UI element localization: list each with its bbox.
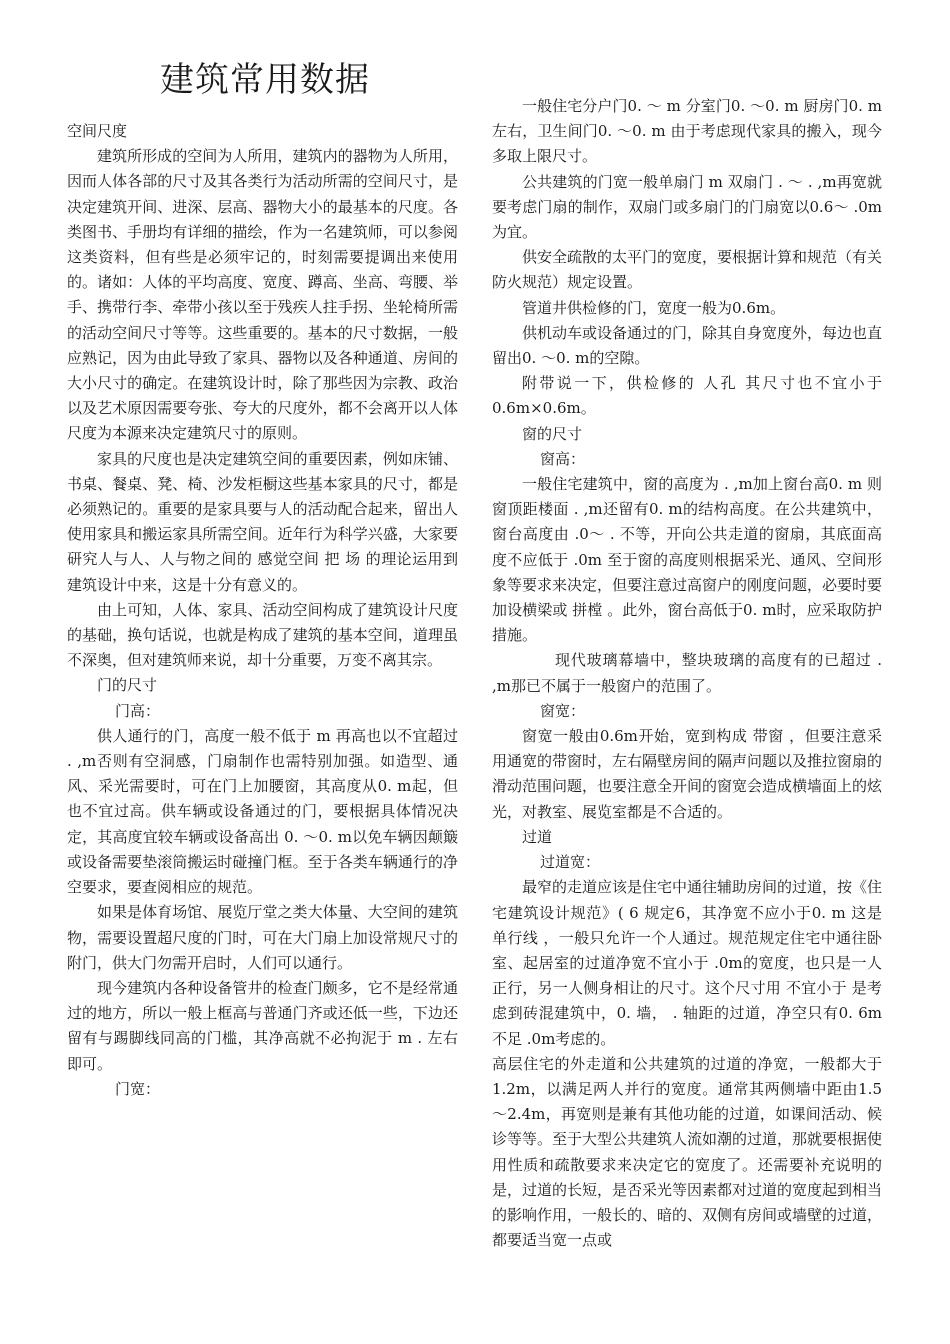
paragraph: 家具的尺度也是决定建筑空间的重要因素，例如床铺、书桌、餐桌、凳、椅、沙发柜橱这些基本家具的尺寸，都是必须熟记的。重要的是家具要与人的活动配合起来，留出人使用家具和搬运家具所需空间。近年行为科学兴盛，大家要研究人与人、人与物之间的 感觉空间 把 场 的理论运用到建筑设计中来，这是十分有意义的。 — [67, 449, 458, 594]
paragraph: 由上可知，人体、家具、活动空间构成了建筑设计尺度的基础，换句话说，也就是构成了建筑的基本空间，道理虽不深奥，但对建筑师来说，却十分重要，万变不离其宗。 — [67, 600, 458, 670]
section-heading-corridor: 过道 — [522, 827, 553, 846]
paragraph: 附带说一下，供检修的 人孔 其尺寸也不宜小于0.6m×0.6m。 — [492, 374, 882, 418]
paragraph: 高层住宅的外走道和公共建筑的过道的净宽，一般都大于1.2m，以满足两人并行的宽度。通常其两侧墙中距由1.5～2.4m，再宽则是兼有其他功能的过道，如课间活动、候诊等等。至于大型公共建筑人流如潮的过道，那就要根据使用性质和疏散要求来决定它的宽度了。还需要补充说明的是，过道的长短，是否采光等因素都对过道的宽度起到相当的影响作用，一般长的、暗的、双侧有房间或墙壁的过道，都要适当宽一点或 — [492, 1054, 883, 1250]
paragraph: 管道井供检修的门，宽度一般为0.6m。 — [522, 298, 786, 317]
paragraph: 一般住宅建筑中，窗的高度为 . ,m加上窗台高0. m 则窗顶距楼面 . ,m还留有0. m的结构高度。在公共建筑中，窗台高度由 .0～ . 不等，开向公共走道的窗扇，其底面高度不应低于 .0m 至于窗的高度则根据采光、通风、空间形象等要求来决定，但要注意过高窗户的刚度问题，必要时要加设横梁或 拼樘 。此外，窗台高低于0. m时，应采取防护措施。 — [492, 475, 883, 645]
paragraph: 最窄的走道应该是住宅中通往辅助房间的过道，按《住宅建筑设计规范》( 6 规定6，其净宽不应小于0. m 这是 单行线 ，一般只允许一个人通过。规范规定住宅中通往卧室、起居室的过道净宽不宜小于 .0m的宽度，也只是一人正行，另一人侧身相让的尺寸。这个尺寸用 不宜小于 是考虑到砖混建筑中，0. 墙， . 轴距的过道，净空只有0. 6m 不足 .0m考虑的。 — [492, 878, 883, 1048]
right-column — [492, 94, 882, 1253]
paragraph: 建筑所形成的空间为人所用，建筑内的器物为人所用，因而人体各部的尺寸及其各类行为活动所需的空间尺寸，是决定建筑开间、进深、层高、器物大小的最基本的尺度。各类图书、手册均有详细的描绘，作为一名建筑师，可以参阅这类资料，但有些是必须牢记的，时刻需要提调出来使用的。诸如：人体的平均高度、宽度、蹲高、坐高、弯腰、举手、携带行李、牵带小孩以至于残疾人拄手拐、坐轮椅所需的活动空间尺寸等等。这些重要的。基本的尺寸数据，一般应熟记，因为由此导致了家具、器物以及各种通道、房间的大小尺寸的确定。在建筑设计时，除了那些因为宗教、政治以及艺术原因需要夸张、夸大的尺度外，都不会离开以人体尺度为本源来决定建筑尺寸的原则。 — [67, 147, 458, 443]
subheading-corridor-width: 过道宽： — [540, 853, 601, 872]
subheading-door-height: 门高： — [115, 701, 161, 720]
subheading-window-width: 窗宽： — [540, 701, 586, 720]
paragraph: 供机动车或设备通过的门，除其自身宽度外，每边也直留出0. ～0. m的空隙。 — [492, 323, 883, 368]
left-column — [67, 119, 458, 1102]
paragraph: 供安全疏散的太平门的宽度，要根据计算和规范（有关防火规范）规定设置。 — [492, 248, 883, 292]
paragraph: 供人通行的门，高度一般不低于 m 再高也以不宜超过 . ,m否则有空洞感，门扇制作也需特别加强。如造型、通风、采光需要时，可在门上加腰窗，其高度从0. m起，但也不宜过高。供车辆或设备通过的门，要根据具体情况决定，其高度宜较车辆或设备高出 0. ～0. m以免车辆因颠簸或设备需要垫滚筒搬运时碰撞门框。至于各类车辆通行的净空要求，要查阅相应的规范。 — [67, 726, 458, 897]
subheading-door-width: 门宽： — [115, 1079, 161, 1098]
paragraph: 现代玻璃幕墙中，整块玻璃的高度有的已超过 . ,m那已不属于一般窗户的范围了。 — [492, 651, 882, 695]
paragraph: 如果是体育场馆、展览厅堂之类大体量、大空间的建筑物，需要设置超尺度的门时，可在大门扇上加设常规尺寸的附门，供大门勿需开启时，人们可以通行。 — [67, 903, 458, 972]
paragraph: 窗宽一般由0.6m开始，宽到构成 带窗 ，但要注意采用通宽的带窗时，左右隔壁房间的隔声问题以及推拉窗扇的滑动范围问题，也要注意全开间的窗宽会造成横墙面上的炫光，对教室、展览室都是不合适的。 — [492, 727, 883, 821]
subheading-window-height: 窗高： — [540, 449, 586, 468]
paragraph: 公共建筑的门宽一般单扇门 m 双扇门 . ～ . ,m再宽就要考虑门扇的制作，双扇门或多扇门的门扇宽以0.6～ .0m为宜。 — [492, 172, 882, 242]
paragraph: 现今建筑内各种设备管井的检查门颇多，它不是经常通过的地方，所以一般上框高与普通门齐或还低一些，下边还留有与踢脚线同高的门槛，其净高就不必拘泥于 m . 左右即可。 — [67, 978, 458, 1073]
section-heading-window-size: 窗的尺寸 — [522, 424, 583, 443]
page-title: 建筑常用数据 — [160, 60, 370, 100]
paragraph: 一般住宅分户门0. ～ m 分室门0. ～0. m 厨房门0. m左右，卫生间门0. ～0. m 由于考虑现代家具的搬入，现今多取上限尺寸。 — [492, 97, 882, 166]
section-heading-door-size: 门的尺寸 — [97, 676, 158, 695]
section-heading-space-scale: 空间尺度 — [67, 122, 128, 140]
